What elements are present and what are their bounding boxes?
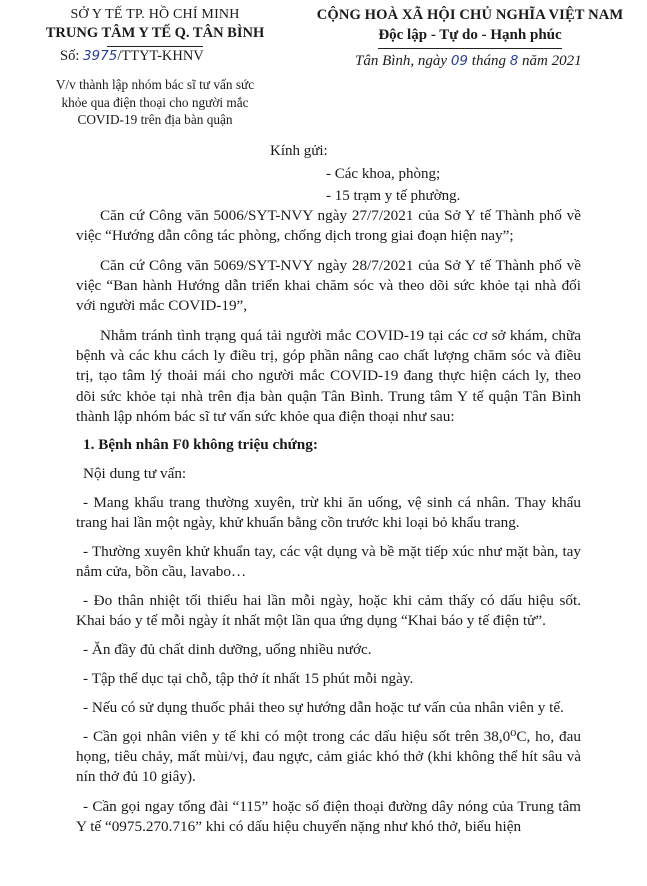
doc-number-suffix: /TTYT-KHNV	[117, 48, 204, 64]
list-item: - Cần gọi ngay tổng đài “115” hoặc số điện thoại đường dây nóng của Trung tâm Y tế “0975.270.716” khi có dấu hiệu chuyển nặng như khó thở, biểu hiện	[76, 797, 581, 835]
list-item: - Thường xuyên khử khuẩn tay, các vật dụng và bề mặt tiếp xúc như mặt bàn, tay nắm cửa, bồn cầu, lavabo…	[76, 542, 581, 580]
agency-parent-name: SỞ Y TẾ TP. HỒ CHÍ MINH	[70, 7, 240, 22]
national-header	[300, 6, 640, 49]
subject-line: V/v thành lập nhóm bác sĩ tư vấn sức	[55, 77, 255, 92]
motto-text: Độc lập - Tự do - Hạnh phúc	[378, 27, 562, 44]
date-prefix: Tân Bình, ngày	[355, 53, 451, 69]
recipients-label: Kính gửi:	[270, 143, 328, 159]
document-body	[76, 206, 581, 846]
content-label: Nội dung tư vấn:	[83, 464, 187, 482]
list-item: - Tập thể dục tại chỗ, tập thở ít nhất 15 phút mỗi ngày.	[83, 670, 414, 688]
list-item: - Cần gọi nhân viên y tế khi có một trong các dấu hiệu sốt trên 38,0⁰C, ho, đau họng, tiêu chảy, mất mùi/vị, đau ngực, cảm giác khó thở (khi không thể hít sâu và nín thở đủ 10 giây).	[76, 728, 581, 786]
list-item: - Mang khẩu trang thường xuyên, trừ khi ăn uống, vệ sinh cá nhân. Thay khẩu trang hai lần một ngày, khử khuẩn bằng cồn trước khi loại bỏ khẩu trang.	[76, 493, 581, 531]
date-year: năm 2021	[518, 53, 582, 69]
subject-line: khỏe qua điện thoại cho người mắc	[61, 94, 249, 110]
list-item: - Nếu có sử dụng thuốc phải theo sự hướng dẫn hoặc tư vấn của nhân viên y tế.	[83, 699, 564, 717]
handwritten-month: 8	[509, 53, 519, 69]
body-paragraph: Căn cứ Công văn 5006/SYT-NVY ngày 27/7/2021 của Sở Y tế Thành phố về việc “Hướng dẫn công tác phòng, chống dịch trong giai đoạn hiện nay”;	[76, 207, 581, 245]
agency-name: TRUNG TÂM Y TẾ Q. TÂN BÌNH	[45, 25, 265, 42]
recipients-block	[270, 140, 460, 208]
recipient-item: - 15 trạm y tế phường.	[326, 188, 461, 204]
recipient-item: - Các khoa, phòng;	[326, 165, 441, 182]
date-month-label: tháng	[468, 53, 510, 69]
country-name: CỘNG HOÀ XÃ HỘI CHỦ NGHĨA VIỆT NAM	[316, 7, 624, 23]
handwritten-number: 3975	[82, 48, 118, 64]
document-number	[60, 47, 204, 66]
body-paragraph: Nhằm tránh tình trạng quá tải người mắc COVID-19 tại các cơ sở khám, chữa bệnh và các khu cách ly điều trị, góp phần nâng cao chất lượng chăm sóc và điều trị, tạo tâm lý thoải mái cho người mắc COVID-19 đang thực hiện cách ly, theo dõi sức khỏe tại nhà trên địa bàn quận Tân Bình. Trung tâm Y tế quận Tân Bình thành lập nhóm bác sĩ tư vấn sức khỏe qua điện thoại như sau:	[76, 327, 581, 425]
issuing-agency-header	[30, 6, 280, 47]
document-subject	[30, 76, 280, 129]
national-motto	[378, 26, 561, 49]
section-heading: 1. Bệnh nhân F0 không triệu chứng:	[83, 435, 318, 453]
doc-number-prefix: Số:	[60, 48, 83, 64]
handwritten-day: 09	[450, 53, 469, 69]
list-item: - Ăn đầy đủ chất dinh dưỡng, uống nhiều nước.	[83, 641, 372, 659]
subject-line: COVID-19 trên địa bàn quận	[77, 112, 233, 128]
motto-underline	[378, 48, 561, 49]
document-date	[355, 52, 582, 72]
body-paragraph: Căn cứ Công văn 5069/SYT-NVY ngày 28/7/2021 của Sở Y tế Thành phố về việc “Ban hành Hướng dẫn triển khai chăm sóc và theo dõi sức khỏe tại nhà đối với người mắc COVID-19”,	[76, 257, 581, 315]
list-item: - Đo thân nhiệt tối thiểu hai lần mỗi ngày, hoặc khi cảm thấy có dấu hiệu sốt. Khai báo y tế mỗi ngày ít nhất một lần qua ứng dụng “Khai báo y tế điện tử”.	[76, 592, 581, 630]
